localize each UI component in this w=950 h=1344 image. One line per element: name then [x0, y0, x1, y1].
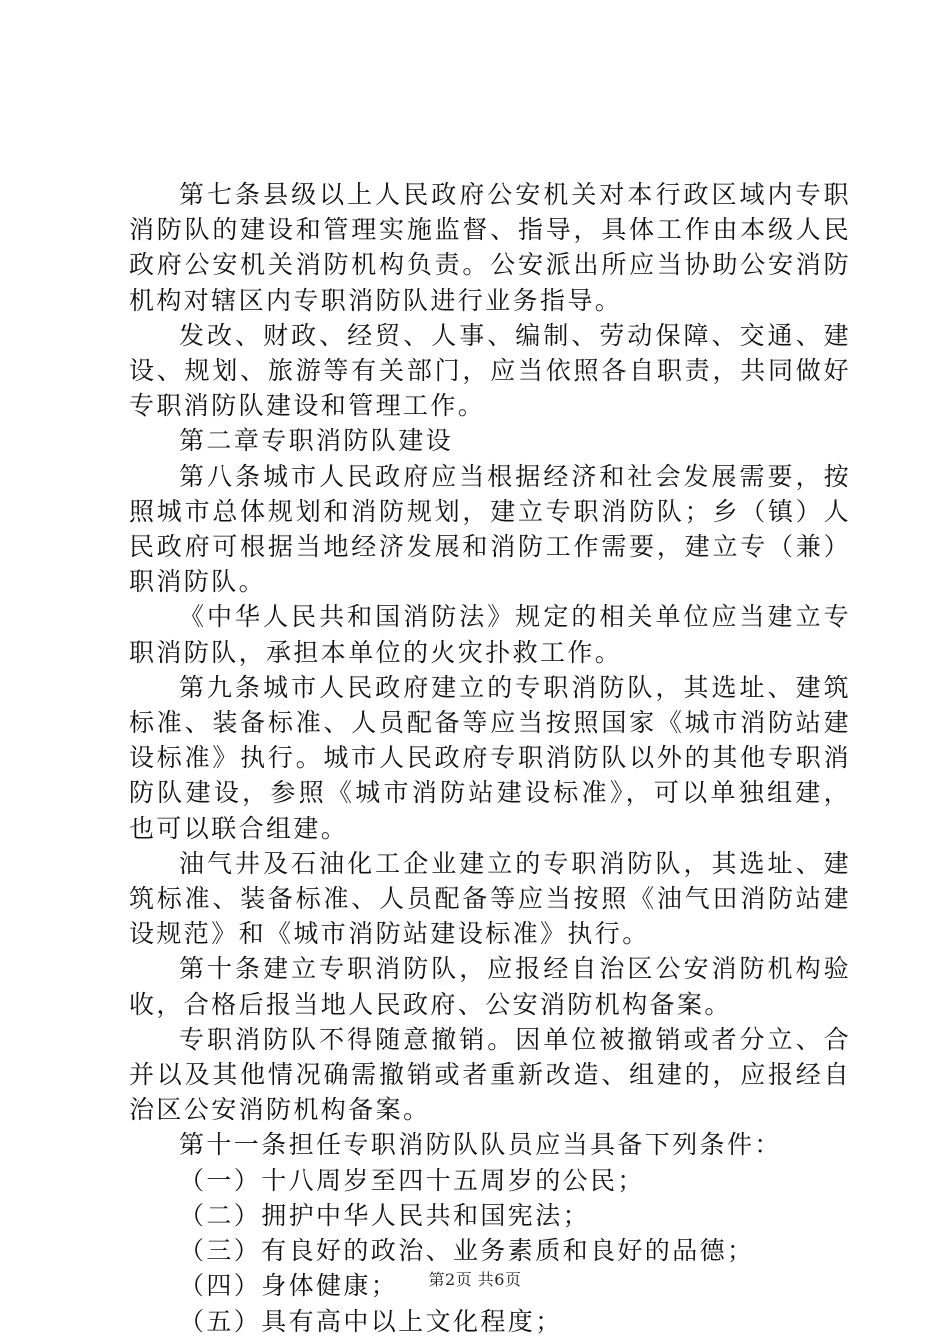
paragraph-article-11: 第十一条担任专职消防队队员应当具备下列条件：: [179, 1130, 782, 1160]
paragraph-fire-law: 《中华人民共和国消防法》规定的相关单位应当建立专职消防队，承担本单位的火灾扑救工作。: [129, 602, 851, 667]
document-body: [129, 177, 851, 1339]
paragraph-article-9: 第九条城市人民政府建立的专职消防队，其选址、建筑标准、装备标准、人员配备等应当按照国家《城市消防站建设标准》执行。城市人民政府专职消防队以外的其他专职消防队建设，参照《城市消防站建设标准》，可以单独组建，也可以联合组建。: [129, 672, 851, 843]
paragraph-article-8: 第八条城市人民政府应当根据经济和社会发展需要，按照城市总体规划和消防规划，建立专职消防队；乡（镇）人民政府可根据当地经济发展和消防工作需要，建立专（兼）职消防队。: [129, 461, 851, 597]
paragraph-departments: 发改、财政、经贸、人事、编制、劳动保障、交通、建设、规划、旅游等有关部门，应当依照各自职责，共同做好专职消防队建设和管理工作。: [129, 320, 851, 421]
list-item-condition-2: （二）拥护中华人民共和国宪法；: [179, 1200, 591, 1230]
paragraph-no-revoke: 专职消防队不得随意撤销。因单位被撤销或者分立、合并以及其他情况确需撤销或者重新改造、组建的，应报经自治区公安消防机构备案。: [129, 1024, 851, 1125]
list-item-condition-3: （三）有良好的政治、业务素质和良好的品德；: [179, 1236, 755, 1266]
paragraph-article-10: 第十条建立专职消防队，应报经自治区公安消防机构验收，合格后报当地人民政府、公安消防机构备案。: [129, 954, 851, 1019]
paragraph-article-7: 第七条县级以上人民政府公安机关对本行政区域内专职消防队的建设和管理实施监督、指导，具体工作由本级人民政府公安机关消防机构负责。公安派出所应当协助公安消防机构对辖区内专职消防队进行业务指导。: [129, 180, 851, 315]
list-item-condition-4: （四）身体健康；: [179, 1271, 399, 1301]
chapter-heading: 第二章专职消防队建设: [179, 426, 454, 456]
paragraph-oil-gas: 油气井及石油化工企业建立的专职消防队，其选址、建筑标准、装备标准、人员配备等应当按照《油气田消防站建设规范》和《城市消防站建设标准》执行。: [129, 848, 851, 949]
list-item-condition-5: （五）具有高中以上文化程度；: [179, 1306, 563, 1336]
list-item-condition-1: （一）十八周岁至四十五周岁的公民；: [179, 1165, 645, 1195]
page-number-footer: 第2页 共6页: [428, 1270, 522, 1289]
